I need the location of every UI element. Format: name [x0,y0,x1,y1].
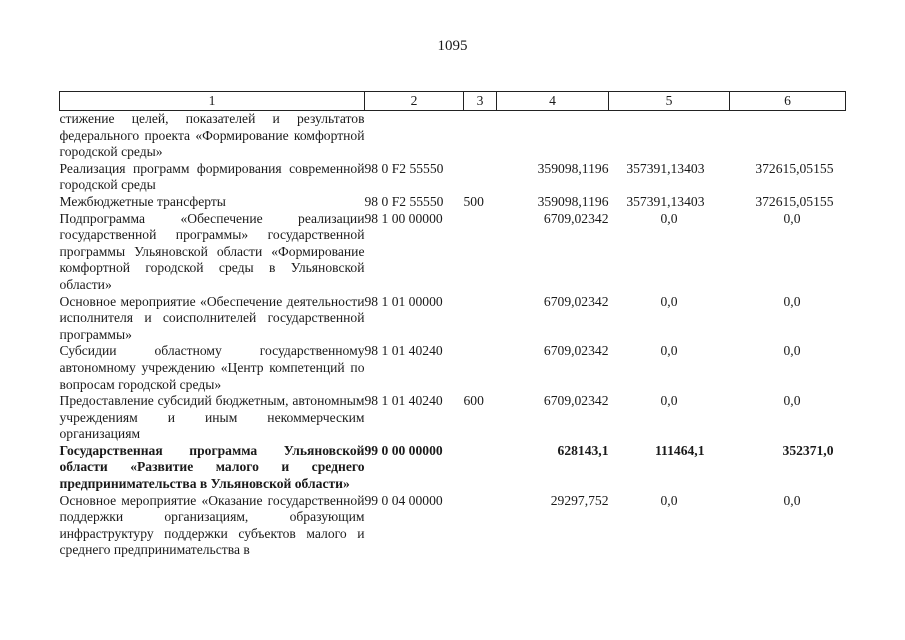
row-vr [464,294,497,344]
col-header-2022: 5 [609,92,730,111]
table-row [60,294,846,344]
row-code: 98 1 01 40240 [364,393,443,409]
row-value-1: 6709,02342 [543,343,609,359]
row-value-3: 0,0 [783,293,801,309]
row-name: Основное мероприятие «Оказание государственной поддержки организациям, образующим инфраструктуру поддержки субъектов малого и среднего предпринимательства в [59,492,365,558]
row-value-3: 0,0 [783,210,801,226]
col-header-2021: 4 [497,92,609,111]
table-header-row [60,92,846,111]
row-value-1: 6709,02342 [543,293,609,309]
row-code: 98 0 F2 55550 [364,193,444,209]
row-code: 99 0 00 00000 [364,442,443,458]
row-vr [464,211,497,294]
row-value-3: 372615,05155 [755,193,834,209]
row-code: 98 1 01 00000 [364,293,443,309]
row-value-2: 0,0 [660,393,678,409]
row-code: 98 1 00 00000 [364,210,443,226]
row-code: 98 0 F2 55550 [364,160,444,176]
row-value-1: 628143,1 [557,442,609,458]
table-row [60,393,846,443]
row-vr: 600 [463,393,484,409]
row-value-2: 0,0 [660,343,678,359]
row-name: Основное мероприятие «Обеспечение деятельности исполнителя и соисполнителей государственной программы» [59,293,365,342]
row-vr [464,493,497,559]
row-code: 98 1 01 40240 [364,343,443,359]
row-value-2: 0,0 [660,210,678,226]
col-header-code: 2 [365,92,464,111]
row-value-3: 372615,05155 [755,160,834,176]
budget-table [59,91,846,559]
row-value-2: 0,0 [660,492,678,508]
col-header-vr: 3 [464,92,497,111]
table-row [60,211,846,294]
table-row [60,111,846,161]
row-value-1: 6709,02342 [543,393,609,409]
row-vr [464,111,497,161]
row-value-2: 111464,1 [655,442,705,458]
row-value-1 [497,111,609,161]
row-value-3 [730,111,846,161]
row-value-3: 0,0 [783,492,801,508]
row-vr [464,443,497,493]
row-value-3: 352371,0 [782,442,834,458]
table-row [60,343,846,393]
row-vr [464,343,497,393]
row-value-1: 359098,1196 [537,160,609,176]
col-header-name: 1 [60,92,365,111]
table-row [60,194,846,211]
row-name: Предоставление субсидий бюджетным, автономным учреждениям и иным некоммерческим организациям [59,393,365,442]
row-vr: 500 [463,193,484,209]
col-header-2023: 6 [730,92,846,111]
row-value-1: 359098,1196 [537,193,609,209]
row-name: Государственная программа Ульяновской области «Развитие малого и среднего предпринимательства в Ульяновской области» [59,442,365,492]
row-value-3: 0,0 [783,343,801,359]
row-value-2 [609,111,730,161]
row-vr [464,161,497,194]
row-value-2: 0,0 [660,293,678,309]
row-code: 99 0 04 00000 [364,492,443,508]
row-name: Субсидии областному государственному автономному учреждению «Центр компетенций по вопросам городской среды» [59,343,365,392]
page-number: 1095 [437,38,468,54]
row-value-2: 357391,13403 [626,160,705,176]
table-row [60,493,846,559]
row-value-1: 6709,02342 [543,210,609,226]
row-name: Подпрограмма «Обеспечение реализации государственной программы» государственной программы Ульяновской области «Формирование комфортной городской среды в Ульяновской области» [59,210,365,292]
row-name: стижение целей, показателей и результатов федерального проекта «Формирование комфортной городской среды» [59,111,365,160]
row-code [365,111,464,161]
row-value-2: 357391,13403 [626,193,705,209]
row-name: Реализация программ формирования современной городской среды [59,160,365,193]
row-value-1: 29297,752 [550,492,609,508]
table-row [60,161,846,194]
row-name: Межбюджетные трансферты [59,193,226,209]
table-row-program [60,443,846,493]
row-value-3: 0,0 [783,393,801,409]
